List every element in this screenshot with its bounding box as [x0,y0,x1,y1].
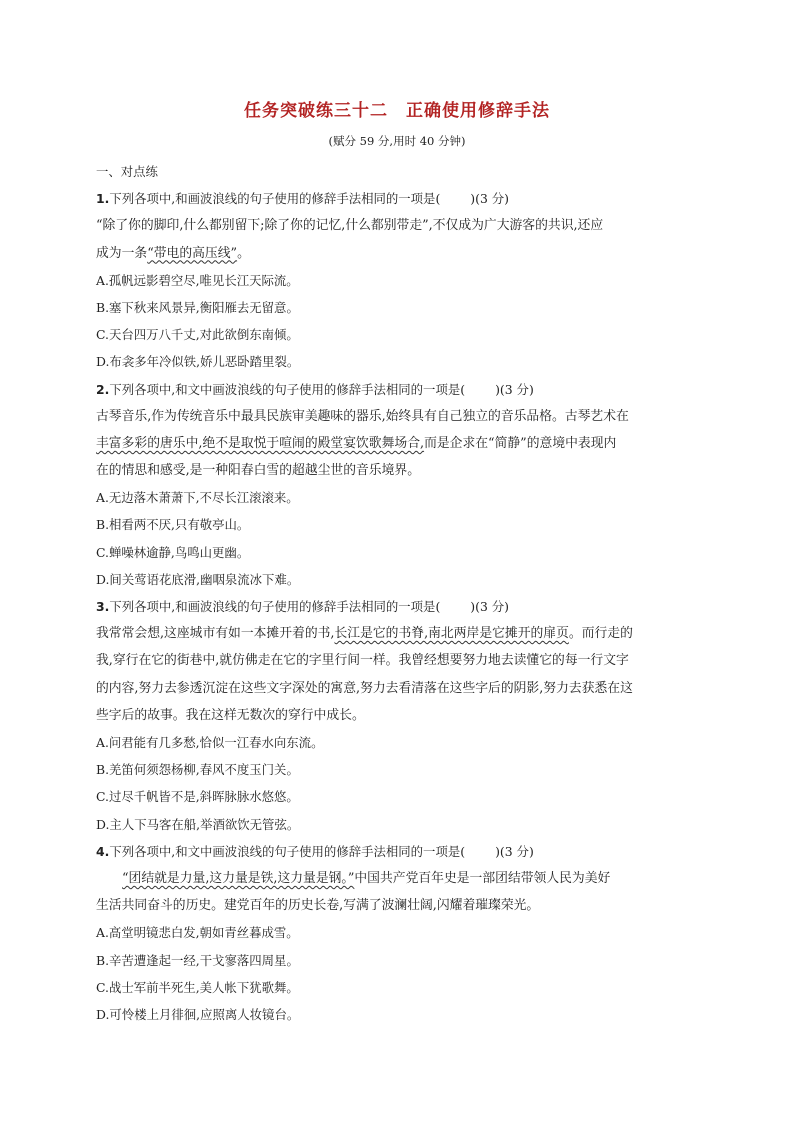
option-a: A.孤帆远影碧空尽,唯见长江天际流。 [96,272,299,288]
question-passage: “团结就是力量,这力量是铁,这力量是钢。”中国共产党百年史是一部团结带领人民为美好 生活共同奋斗的历史。建党百年的历史长卷,写满了波澜壮阔,闪耀着璀璨荣光。 [96,870,611,914]
page-subtitle: (赋分 59 分,用时 40 分钟) [328,134,466,148]
question-passage: 古琴音乐,作为传统音乐中最具民族审美趣味的器乐,始终具有自己独立的音乐品格。古琴艺术在 丰富多彩的唐乐中,绝不是取悦于喧闹的殿堂宴饮歌舞场合,而是企求在“简静”的意境中表现内 在的情思和感受,是一种阳春白雪的超越尘世的音乐境界。 [96,408,629,479]
option-c: C.蝉噪林逾静,鸟鸣山更幽。 [96,544,250,560]
question-stem: 1.下列各项中,和画波浪线的句子使用的修辞手法相同的一项是( )(3 分) [96,191,509,207]
question-passage: 我常常会想,这座城市有如一本摊开着的书,长江是它的书脊,南北两岸是它摊开的扉页。而行走的 我,穿行在它的街巷中,就仿佛走在它的字里行间一样。我曾经想要努力地去读懂它的每一行文字 的内容,努力去参透沉淀在这些文字深处的寓意,努力去看清落在这些字后的阴影,努力去获悉在这 些字后的故事。我在这样无数次的穿行中成长。 [96,626,633,723]
question-stem: 3.下列各项中,和画波浪线的句子使用的修辞手法相同的一项是( )(3 分) [96,599,509,615]
section-heading: 一、对点练 [96,164,158,179]
page-title: 任务突破练三十二 正确使用修辞手法 [244,101,550,121]
question-number: 1. [96,191,110,207]
option-a: A.高堂明镜悲白发,朝如青丝暮成雪。 [96,925,299,941]
option-d: D.间关莺语花底滑,幽咽泉流冰下难。 [96,571,300,587]
option-b: B.塞下秋来风景异,衡阳雁去无留意。 [96,299,299,315]
question-passage: “除了你的脚印,什么都别留下;除了你的记忆,什么都别带走”,不仅成为广大游客的共识,还应 成为一条“带电的高压线”。 [96,218,604,261]
option-c: C.战士军前半死生,美人帐下犹歌舞。 [96,979,299,995]
wavy-underline-text: “带电的高压线” [147,245,238,261]
option-a: A.无边落木萧萧下,不尽长江滚滚来。 [96,490,299,506]
option-b: B.辛苦遭逢起一经,干戈寥落四周星。 [96,952,299,968]
option-c: C.天台四万八千丈,对此欲倒东南倾。 [96,327,299,343]
question-2 [96,376,696,594]
question-4 [96,838,696,1028]
question-number: 3. [96,599,110,615]
question-stem: 2.下列各项中,和文中画波浪线的句子使用的修辞手法相同的一项是( )(3 分) [96,381,534,397]
document-body [96,158,696,1028]
wavy-underline-text: 长江是它的书脊,南北两岸是它摊开的扉页 [334,626,569,642]
option-b: B.相看两不厌,只有敬亭山。 [96,517,250,533]
wavy-underline-text: 丰富多彩的唐乐中,绝不是取悦于喧闹的殿堂宴饮歌舞场合, [96,435,425,451]
question-3 [96,593,696,838]
wavy-underline-text: “团结就是力量,这力量是铁,这力量是钢。” [122,870,355,886]
question-number: 2. [96,381,110,397]
option-b: B.羌笛何须怨杨柳,春风不度玉门关。 [96,762,299,778]
option-c: C.过尽千帆皆不是,斜晖脉脉水悠悠。 [96,789,299,805]
option-a: A.问君能有几多愁,恰似一江春水向东流。 [96,734,324,750]
option-d: D.可怜楼上月徘徊,应照离人妆镜台。 [96,1006,300,1022]
question-number: 4. [96,843,110,859]
question-stem: 4.下列各项中,和文中画波浪线的句子使用的修辞手法相同的一项是( )(3 分) [96,843,534,859]
option-d: D.布衾多年冷似铁,娇儿恶卧踏里裂。 [96,354,300,370]
question-1 [96,185,696,375]
option-d: D.主人下马客在船,举酒欲饮无管弦。 [96,816,300,832]
